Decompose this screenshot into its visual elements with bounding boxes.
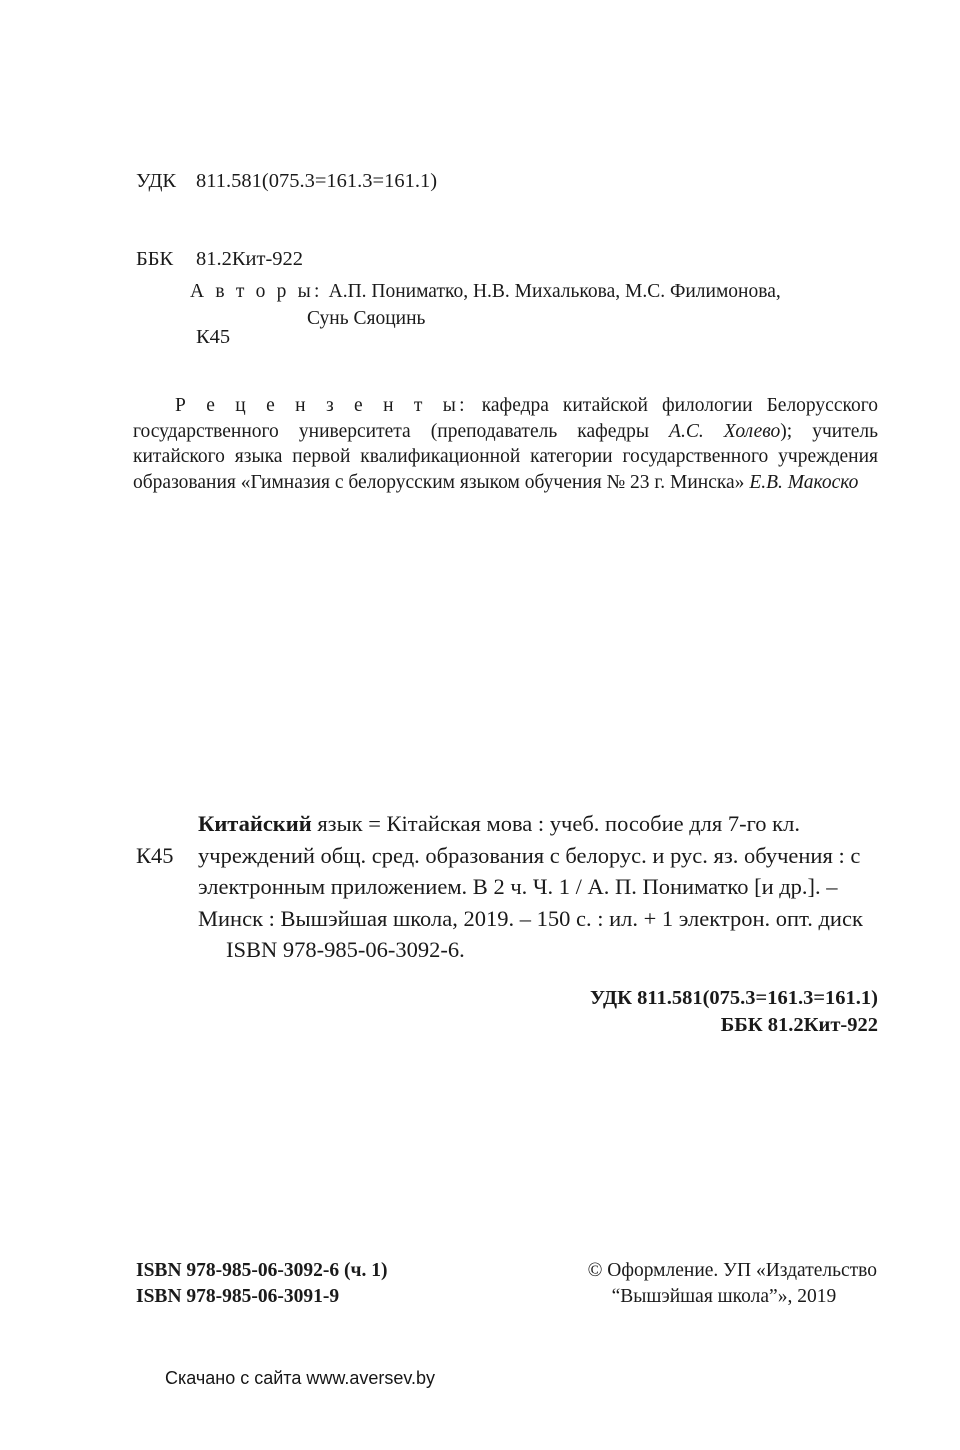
authors-names-line1: А.П. Пониматко, Н.В. Михалькова, М.С. Филимонова,	[328, 281, 781, 302]
author-mark-value: К45	[196, 326, 231, 348]
authors-names-line2: Сунь Сяоцинь	[307, 308, 426, 329]
footer-block	[136, 1258, 881, 1310]
copyright-notice	[588, 1258, 877, 1310]
authors-caption: А в т о р ы:	[190, 281, 323, 302]
biblio-isbn: ISBN 978-985-06-3092-6.	[226, 937, 465, 962]
udk-row	[136, 168, 437, 194]
isbn-part: ISBN 978-985-06-3092-6 (ч. 1)	[136, 1260, 388, 1281]
bbk-repeat: ББК 81.2Кит-922	[720, 1014, 878, 1036]
reviewers-text-part1: кафедра китайской филологии Белорусского государственного университета (преподаватель кафедры	[133, 395, 878, 442]
biblio-title-rest: язык = Кітайская мова : учеб. пособие для 7-го кл. учреждений общ. сред. образования с белорус. и рус. яз. обучения : с электронным приложением. В 2 ч. Ч. 1 / А. П. Пониматко [и др.]. – Минск : Вышэйшая школа, 2019. – 150 с. : ил. + 1 электрон. опт. диск	[198, 811, 863, 931]
udk-label: УДК	[136, 170, 177, 192]
bbk-row	[136, 246, 437, 272]
classification-codes-repeat	[590, 985, 878, 1039]
copyright-line-1: © Оформление. УП «Издательство	[587, 1260, 877, 1281]
bbk-label: ББК	[136, 248, 174, 270]
biblio-title-keyword: Китайский	[198, 811, 312, 836]
udk-value: 811.581(075.3=161.3=161.1)	[196, 170, 438, 192]
bbk-value: 81.2Кит-922	[196, 248, 304, 270]
reviewers-text-part2: ); учитель китайского языка первой квалификационной категории государственного учреждения образования «Гимназия с белорусским языком обучения № 23 г. Минска»	[133, 420, 878, 493]
download-watermark: Скачано с сайта www.aversev.by	[165, 1368, 436, 1388]
footer-isbn-group	[136, 1258, 387, 1310]
classification-codes-top	[136, 116, 437, 402]
biblio-description	[198, 808, 881, 966]
bibliographic-record	[136, 808, 881, 966]
udk-repeat: УДК 811.581(075.3=161.3=161.1)	[590, 987, 878, 1009]
copyright-line-2: “Вышэйшая школа”», 2019	[611, 1286, 837, 1307]
biblio-author-mark: К45	[136, 842, 174, 868]
reviewers-caption: Р е ц е н з е н т ы:	[175, 395, 468, 416]
reviewer-name-second: Е.В. Макоско	[749, 471, 859, 493]
authors-block	[190, 278, 890, 332]
reviewer-name-first: А.С. Холево	[669, 420, 781, 442]
isbn-set: ISBN 978-985-06-3091-9	[136, 1286, 340, 1307]
reviewers-block	[133, 393, 878, 495]
